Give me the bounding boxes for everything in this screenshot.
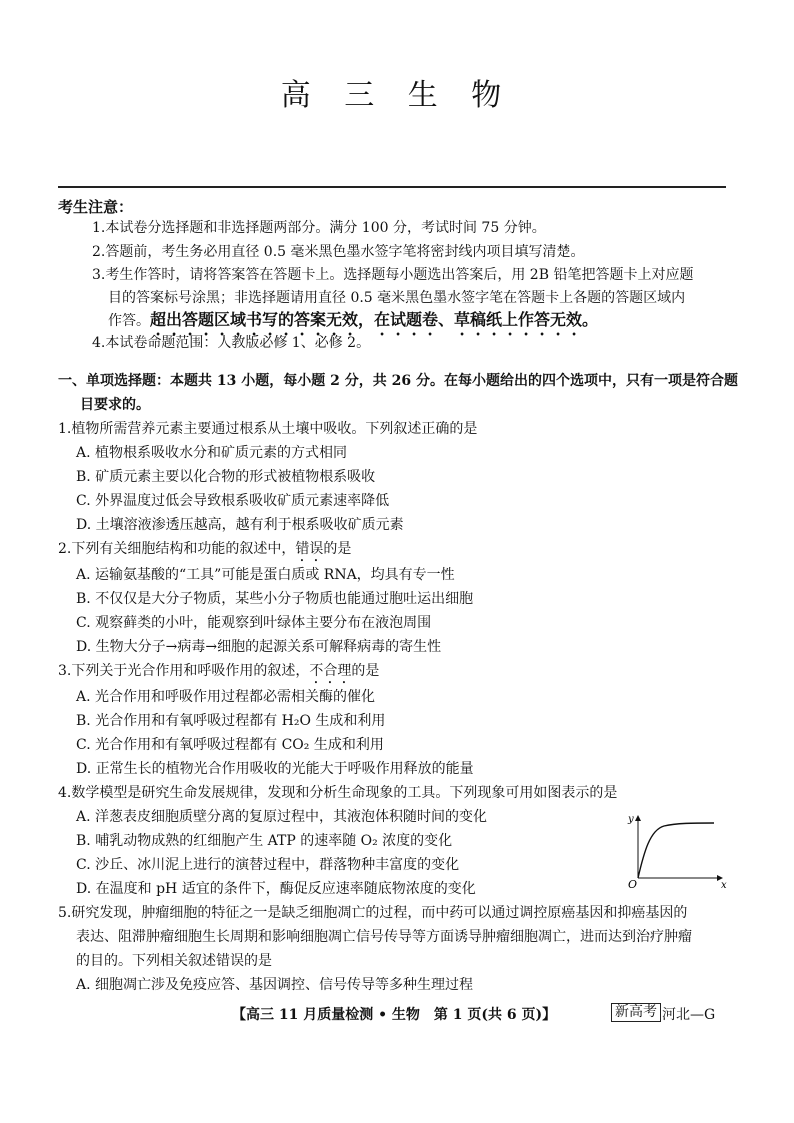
saturation-curve-graph bbox=[624, 812, 728, 890]
question-stem-cont: 的目的。下列相关叙述错误的是 bbox=[76, 953, 272, 969]
option: C. 观察藓类的小叶，能观察到叶绿体主要分布在液泡周围 bbox=[76, 615, 432, 631]
option: A. 植物根系吸收水分和矿质元素的方式相同 bbox=[76, 445, 348, 461]
option: C. 外界温度过低会导致根系吸收矿质元素速率降低 bbox=[76, 493, 390, 509]
notice-item: 2.答题前，考生务必用直径 0.5 毫米黑色墨水签字笔将密封线内项目填写清楚。 bbox=[92, 244, 585, 260]
option: B. 哺乳动物成熟的红细胞产生 ATP 的速率随 O₂ 浓度的变化 bbox=[76, 833, 453, 849]
option: C. 沙丘、冰川泥上进行的演替过程中，群落物种丰富度的变化 bbox=[76, 857, 460, 873]
option: B. 光合作用和有氧呼吸过程都有 H₂O 生成和利用 bbox=[76, 713, 386, 729]
exam-badge: 新高考 bbox=[611, 1003, 661, 1022]
notice-item: 3.考生作答时，请将答案答在答题卡上。选择题每小题选出答案后，用 2B 铅笔把答题卡上对应题 bbox=[92, 267, 694, 283]
question-stem: 5.研究发现，肿瘤细胞的特征之一是缺乏细胞凋亡的过程，而中药可以通过调控原癌基因和抑癌基因的 bbox=[58, 905, 688, 921]
y-axis-arrow bbox=[635, 815, 641, 821]
stem-text: 3.下列关于光合作用和呼吸作用的叙述， bbox=[58, 663, 310, 679]
stem-text: 2.下列有关细胞结构和功能的叙述中， bbox=[58, 541, 296, 557]
y-axis-label: y bbox=[628, 814, 634, 825]
curve bbox=[638, 823, 714, 878]
stem-text: 的是 bbox=[323, 541, 352, 557]
notice-item: 目的答案标号涂黑；非选择题请用直径 0.5 毫米黑色墨水签字笔在答题卡上各题的答题区域内 bbox=[108, 290, 686, 306]
section-heading-cont: 目要求的。 bbox=[80, 397, 150, 413]
question-stem bbox=[58, 540, 351, 565]
question-stem: 1.植物所需营养元素主要通过根系从土壤中吸收。下列叙述正确的是 bbox=[58, 421, 478, 437]
option: A. 细胞凋亡涉及免疫应答、基因调控、信号传导等多种生理过程 bbox=[76, 977, 474, 993]
page-footer: 【高三 11 月质量检测 • 生物 第 1 页(共 6 页)】 bbox=[232, 1007, 557, 1023]
stem-text: 的是 bbox=[351, 663, 380, 679]
option: A. 洋葱表皮细胞质壁分离的复原过程中，其液泡体积随时间的变化 bbox=[76, 809, 488, 825]
origin-label: O bbox=[628, 878, 638, 890]
stem-emphasis: 错误 bbox=[295, 541, 324, 557]
notice-heading: 考生注意： bbox=[58, 198, 134, 216]
option: C. 光合作用和有氧呼吸过程都有 CO₂ 生成和利用 bbox=[76, 737, 384, 753]
region-code: 河北—G bbox=[662, 1007, 716, 1023]
option: B. 不仅仅是大分子物质，某些小分子物质也能通过胞吐运出细胞 bbox=[76, 591, 474, 607]
option: B. 矿质元素主要以化合物的形式被植物根系吸收 bbox=[76, 469, 376, 485]
option: D. 土壤溶液渗透压越高，越有利于根系吸收矿质元素 bbox=[76, 517, 404, 533]
option: A. 光合作用和呼吸作用过程都必需相关酶的催化 bbox=[76, 689, 376, 705]
notice-text: 作答。 bbox=[108, 313, 150, 329]
question-stem: 4.数学模型是研究生命发展规律，发现和分析生命现象的工具。下列现象可用如图表示的是 bbox=[58, 785, 618, 801]
option: D. 在温度和 pH 适宜的条件下，酶促反应速率随底物浓度的变化 bbox=[76, 881, 476, 897]
x-axis-label: x bbox=[721, 880, 727, 890]
option: D. 正常生长的植物光合作用吸收的光能大于呼吸作用释放的能量 bbox=[76, 761, 474, 777]
section-heading: 一、单项选择题：本题共 13 小题，每小题 2 分，共 26 分。在每小题给出的四个选项中，只有一项是符合题 bbox=[58, 373, 738, 389]
notice-item: 1.本试卷分选择题和非选择题两部分。满分 100 分，考试时间 75 分钟。 bbox=[92, 220, 546, 236]
stem-emphasis: 不合理 bbox=[309, 663, 352, 679]
question-stem bbox=[58, 662, 379, 687]
notice-item: 4.本试卷命题范围：人教版必修 1、必修 2。 bbox=[92, 335, 371, 351]
page-title: 高 三 生 物 bbox=[280, 78, 514, 113]
header-rule bbox=[58, 186, 726, 188]
question-stem-cont: 表达、阻滞肿瘤细胞生长周期和影响细胞凋亡信号传导等方面诱导肿瘤细胞凋亡，进而达到治疗肿瘤 bbox=[76, 929, 692, 945]
option: D. 生物大分子→病毒→细胞的起源关系可解释病毒的寄生性 bbox=[76, 639, 442, 655]
notice-emphasis: 超出答题区域书写的答案无效，在试题卷、草稿纸上作答无效。 bbox=[150, 310, 599, 329]
option: A. 运输氨基酸的“工具”可能是蛋白质或 RNA，均具有专一性 bbox=[76, 567, 455, 583]
